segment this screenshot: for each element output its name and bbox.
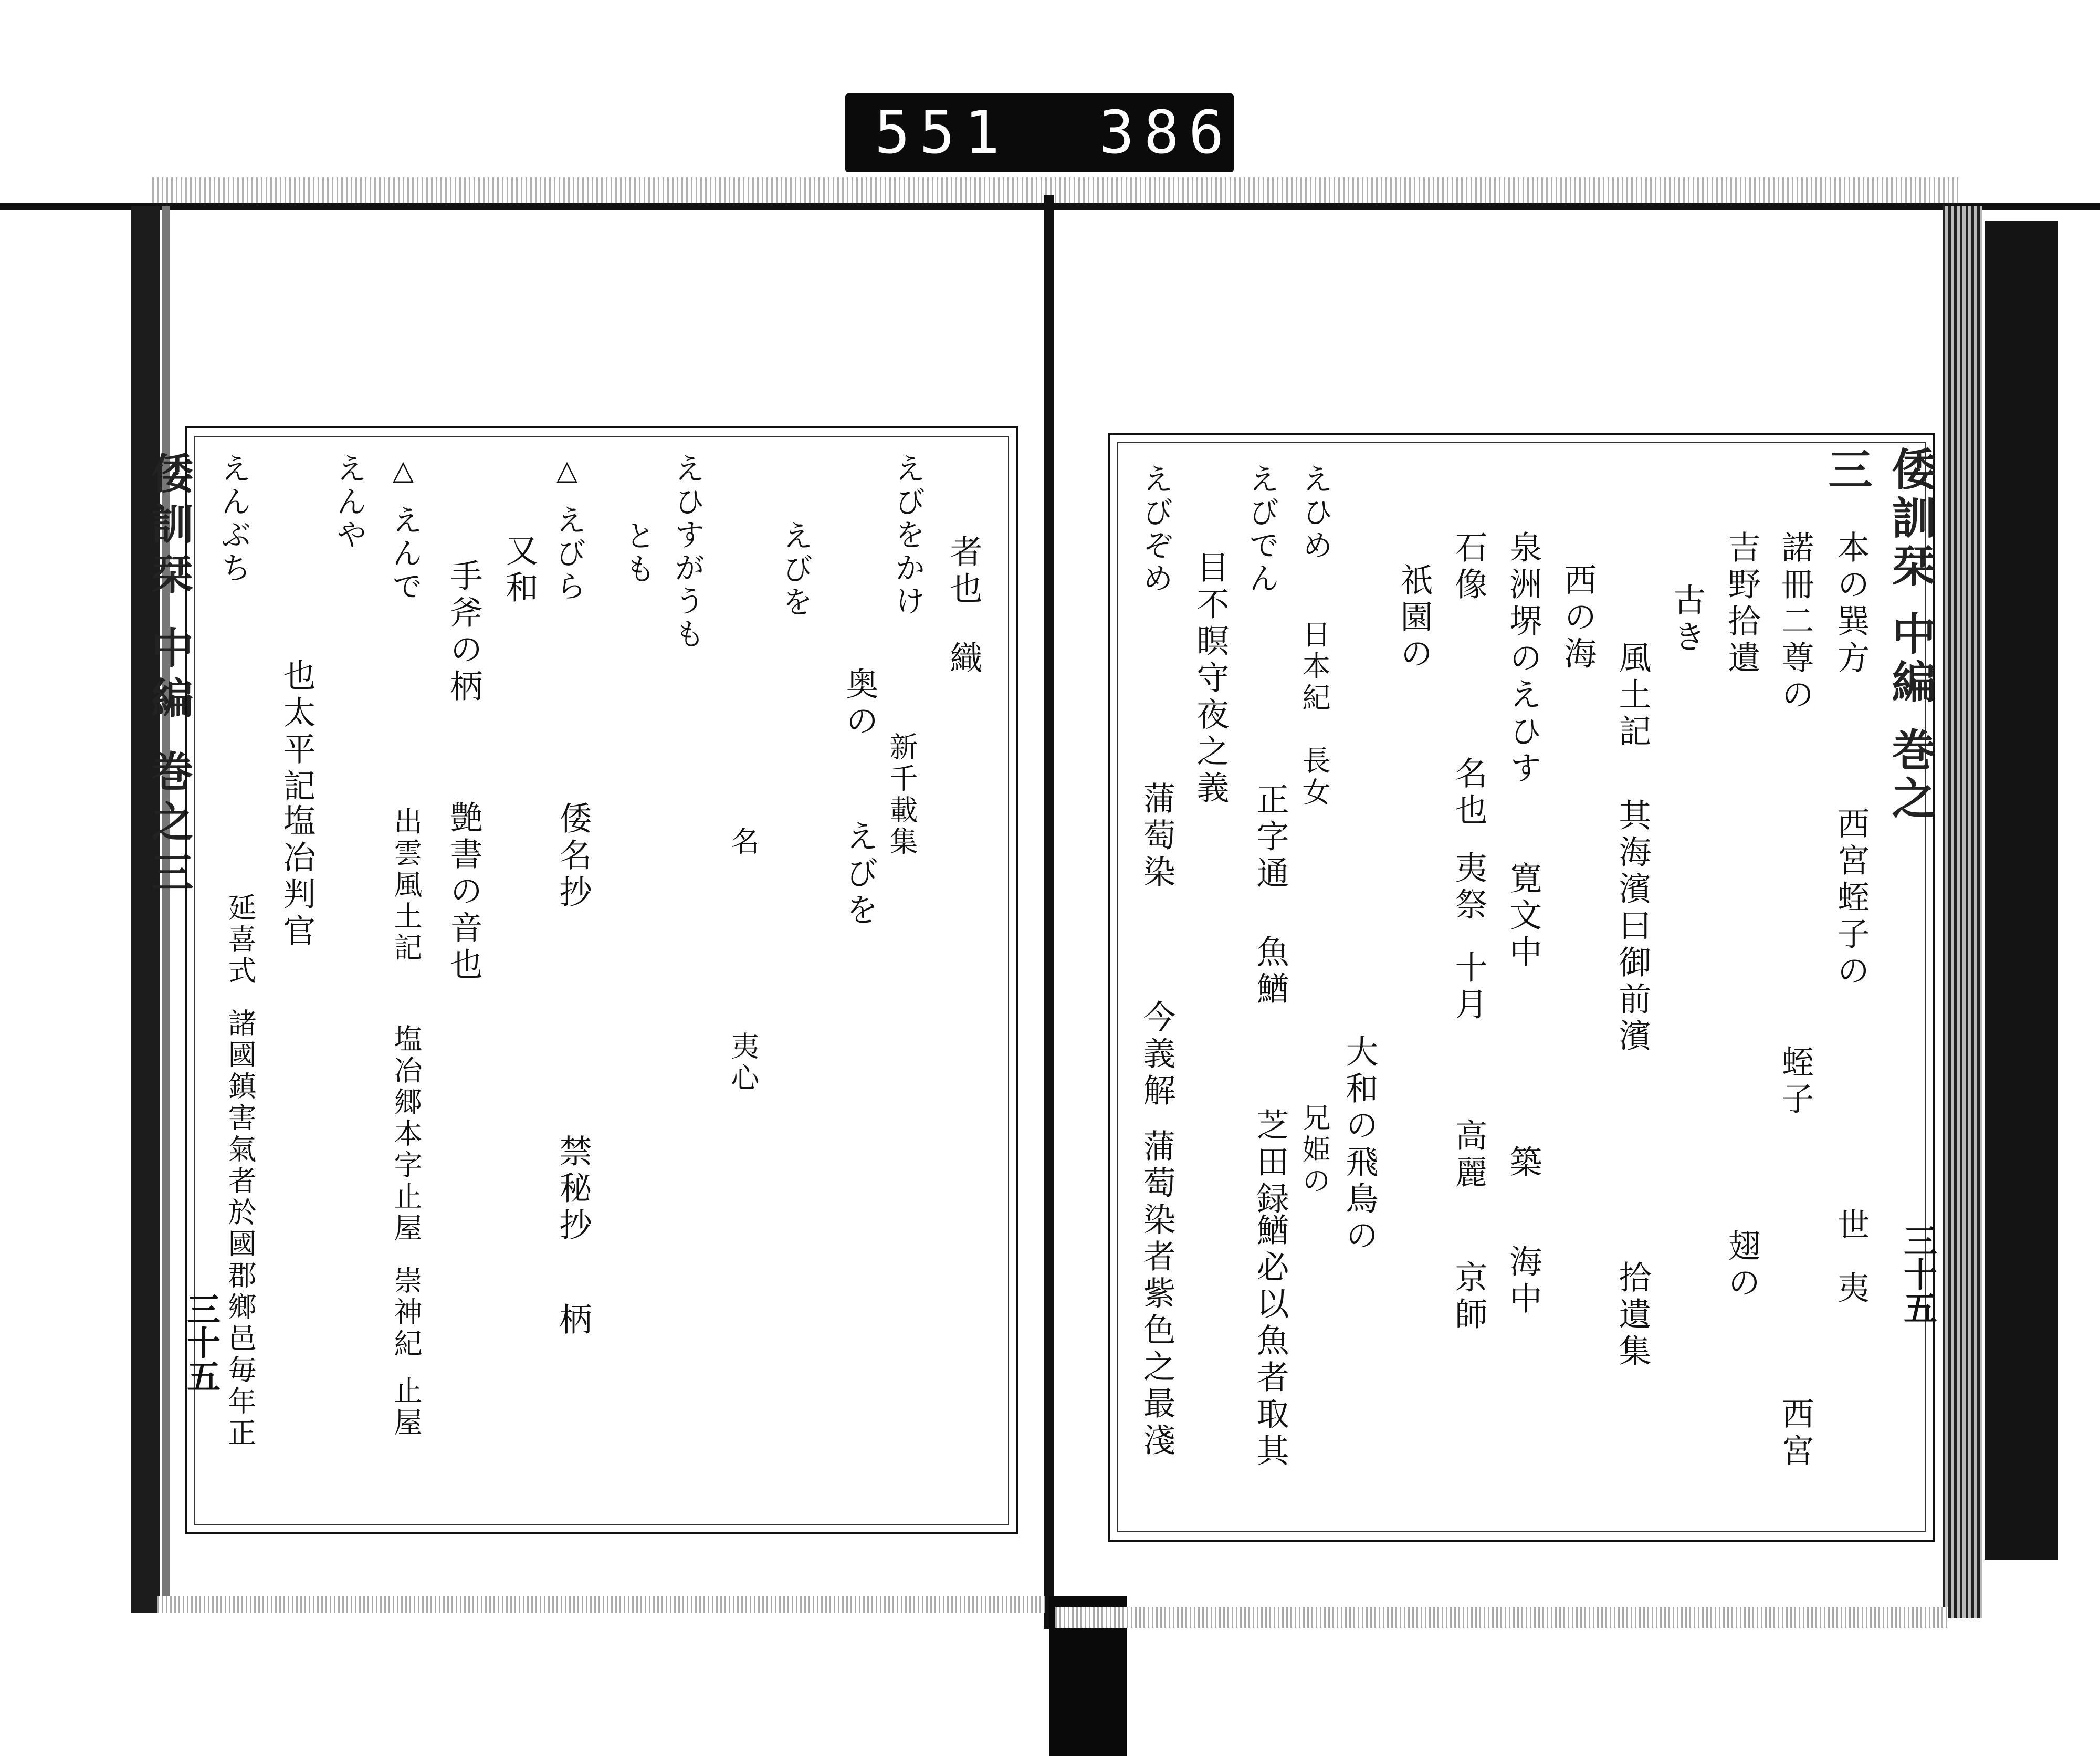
text-column: 古き <box>1668 583 1706 656</box>
text-column: 芝田録 <box>1251 1108 1289 1218</box>
text-column: 艶書の音也 <box>445 800 483 984</box>
text-column: 倭名抄 <box>554 801 592 912</box>
text-column: 柄 <box>554 1302 592 1339</box>
right-cover-edge <box>1984 221 2058 1560</box>
left-bottom-edge <box>158 1596 1045 1613</box>
text-column: 十月 <box>1450 950 1488 1024</box>
text-column: 蒲萄染 <box>1138 781 1176 892</box>
text-column: 世 <box>1832 1208 1870 1245</box>
cover-top-edge <box>152 177 1958 205</box>
text-column: 石像 <box>1450 530 1488 604</box>
text-column: 崇神紀 <box>390 1266 423 1360</box>
headword: えひめ <box>1297 463 1333 562</box>
book-spine <box>1044 195 1054 1629</box>
right-bottom-edge <box>1055 1607 1948 1628</box>
right-page-stack <box>1942 206 1982 1618</box>
headword: えびを <box>778 520 813 619</box>
headword: えびをかけ <box>890 453 926 618</box>
text-column: 今義解 <box>1138 1000 1176 1110</box>
text-column: 奥の <box>841 667 879 740</box>
text-column: 夷心 <box>727 1031 760 1094</box>
headword: えんぶち <box>216 453 251 585</box>
right-page-folio: 三十五 <box>1898 1224 1937 1324</box>
text-column: 西宮 <box>1776 1397 1814 1470</box>
text-column: 蛭子 <box>1776 1045 1814 1119</box>
text-column: 兄姫の <box>1298 1103 1331 1197</box>
text-column: 目不瞑守夜之義 <box>1191 550 1230 808</box>
right-page-tab: 倭訓栞 中編 巻之三 <box>1821 446 1937 824</box>
left-cover-edge <box>131 206 160 1613</box>
headword: とも <box>620 520 656 586</box>
text-column: 魚鰌 <box>1251 935 1289 1008</box>
text-column: 日本紀 <box>1298 620 1331 714</box>
text-column: 西宮蛭子の <box>1832 807 1870 990</box>
text-column: 織 <box>944 641 983 677</box>
headword: えひすがうも <box>669 453 705 651</box>
text-column: 風土記 <box>1613 641 1652 751</box>
text-column: 夷祭 <box>1450 851 1488 924</box>
headword: えんで <box>387 504 423 603</box>
text-column: 大和の飛鳥の <box>1340 1034 1379 1255</box>
text-column: 本の巽方 <box>1832 530 1870 677</box>
headword: えびでん <box>1244 463 1279 595</box>
text-column: 寛文中 <box>1504 861 1542 971</box>
text-column: 塩冶判官 <box>278 803 316 950</box>
text-column: 祇園の <box>1395 563 1433 673</box>
left-page-folio: 三十五 <box>181 1292 220 1393</box>
headword: えんや <box>331 453 367 552</box>
text-column: えびを <box>841 819 879 929</box>
catalog-label: 551 386. <box>845 93 1234 172</box>
text-column: 海中 <box>1504 1245 1542 1318</box>
text-column: 拾遺集 <box>1613 1260 1652 1371</box>
headword: えびぞめ <box>1138 463 1173 595</box>
text-column: 高麗 <box>1450 1119 1488 1192</box>
text-column: 也太平記 <box>278 659 316 806</box>
headword: えびら <box>551 504 586 603</box>
text-column: 夷 <box>1832 1271 1870 1308</box>
text-column: 翅の <box>1723 1229 1761 1302</box>
text-column: 築 <box>1504 1145 1542 1182</box>
text-column: 正字通 <box>1251 782 1289 893</box>
text-column: 名 <box>727 827 760 858</box>
text-column: 延喜式 <box>224 893 257 987</box>
text-column: 止屋 <box>390 1376 423 1439</box>
text-column: 西の海 <box>1559 563 1597 673</box>
text-column: 長女 <box>1298 746 1331 809</box>
text-column: 鰌必以魚者取其 <box>1251 1213 1289 1470</box>
text-column: 諾冊二尊の <box>1776 530 1814 714</box>
text-column: 蒲萄染者紫色之最淺 <box>1138 1129 1176 1460</box>
triangle-mark: △ <box>387 455 419 486</box>
text-column: 者也 <box>944 535 983 608</box>
text-column: 其海濱曰御前濱 <box>1613 798 1652 1055</box>
text-column: 又和 <box>500 534 539 607</box>
text-column: 塩冶郷 <box>390 1024 423 1119</box>
left-page-tab: 倭訓栞 中編 巻之三 <box>144 452 194 901</box>
triangle-mark: △ <box>551 455 583 486</box>
text-column: 泉洲堺のえひす <box>1504 530 1542 788</box>
text-column: 新千載集 <box>885 732 918 858</box>
text-column: 名也 <box>1450 756 1488 830</box>
text-column: 吉野拾遺 <box>1723 530 1761 677</box>
text-column: 本字止屋 <box>390 1119 423 1245</box>
text-column: 京師 <box>1450 1260 1488 1334</box>
text-column: 禁秘抄 <box>554 1134 592 1245</box>
text-column: 手斧の柄 <box>445 559 483 706</box>
left-page-inner-border <box>194 436 1009 1525</box>
text-column: 出雲風土記 <box>390 807 423 964</box>
text-column: 諸國鎮害氣者於國郡鄉邑毎年正 <box>224 1008 257 1449</box>
